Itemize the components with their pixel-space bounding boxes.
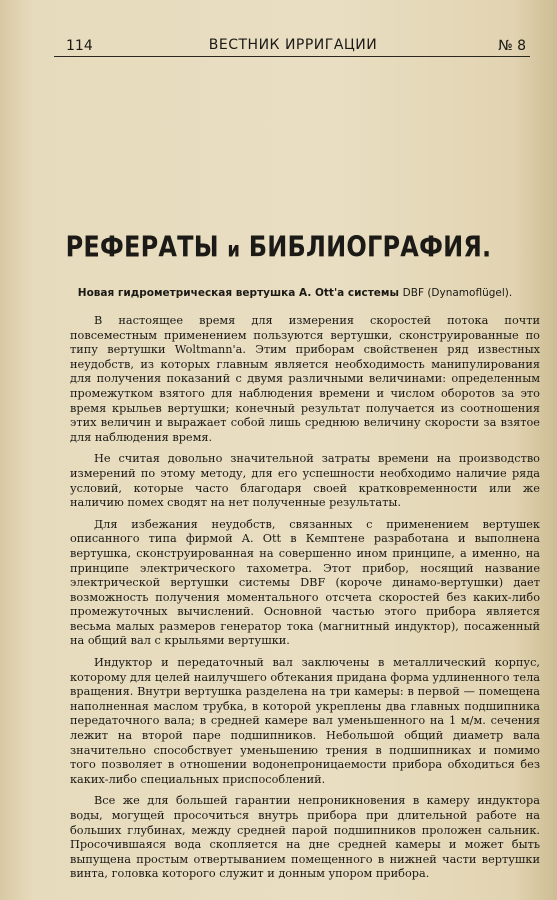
section-heading — [40, 230, 517, 263]
page-number: 114 — [66, 38, 93, 54]
paragraph: Для избежания неудобств, связанных с применением вертушек описанного типа фирмой A. Ott в Кемптене разработана и выполнена вертушка, сконструированная на совершенно ином принципе, а именно, на принципе электрического тахометра. Этот прибор, носящий название электрической вертушки системы DBF (короче динамо-вертушки) дает возможность получения моментального отсчета скоростей без каких-либо промежуточных вычислений. Основной частью этого прибора является весьма малых размеров генератор тока (магнитный индуктор), посаженный на общий вал с крыльями вертушки. — [70, 517, 540, 648]
section-heading-conjunction: и — [227, 237, 241, 263]
header-rule — [54, 56, 530, 57]
issue-number: № 8 — [498, 38, 526, 54]
section-heading-tail: БИБЛИОГРАФИЯ. — [248, 230, 492, 264]
running-header — [58, 36, 528, 58]
article-title — [60, 287, 530, 299]
paragraph: Индуктор и передаточный вал заключены в металлический корпус, которому для целей наилучшего обтекания придана форма удлиненного тела вращения. Внутри вертушка разделена на три камеры: в первой — помещена наполненная маслом трубка, в которой укреплены два главных подшипника передаточного вала; в средней камере вал уменьшенного на 1 м/м. сечения лежит на второй паре подшипников. Небольшой общий диаметр вала значительно способствует уменьшению трения в подшипниках и помимо того позволяет в отношении водонепроницаемости прибора обходиться без каких-либо специальных приспособлений. — [70, 656, 540, 786]
article-body — [70, 314, 540, 889]
paragraph: Все же для большей гарантии непроникновения в камеру индуктора воды, могущей просочиться внутрь прибора при длительной работе на больших глубинах, между средней парой подшипников проложен сальник. Просочившаяся вода скопляется на дне средней камеры и может быть выпущена простым отвертыванием помещенного в нижней части вертушки винта, головка которого служит и донным упором прибора. — [70, 794, 540, 881]
article-title-suffix: DBF (Dynamoflügel). — [402, 287, 513, 299]
paragraph: В настоящее время для измерения скоростей потока почти повсеместным применением пользуются вертушки, сконструированные по типу вертушки Woltmann'a. Этим приборам свойственен ряд известных неудобств, из которых главным является необходимость манипулирования для получения показаний с двумя различными величинами: определенным промежутком взятого для наблюдения времени и числом оборотов за это время крыльев вертушки; конечный результат получается из соотношения этих величин и выражает собой лишь среднюю величину скорости за взятое для наблюдения время. — [70, 314, 540, 444]
journal-title: ВЕСТНИК ИРРИГАЦИИ — [208, 37, 378, 53]
paragraph: Не считая довольно значительной затраты времени на производство измерений по этому методу, для его успешности необходимо наличие ряда условий, которые часто благодаря своей кратковременности или же наличию помех сводят на нет полученные результаты. — [70, 452, 540, 510]
section-heading-main: РЕФЕРАТЫ — [65, 230, 219, 264]
article-title-main: Новая гидрометрическая вертушка A. Ott'a системы — [77, 287, 399, 299]
